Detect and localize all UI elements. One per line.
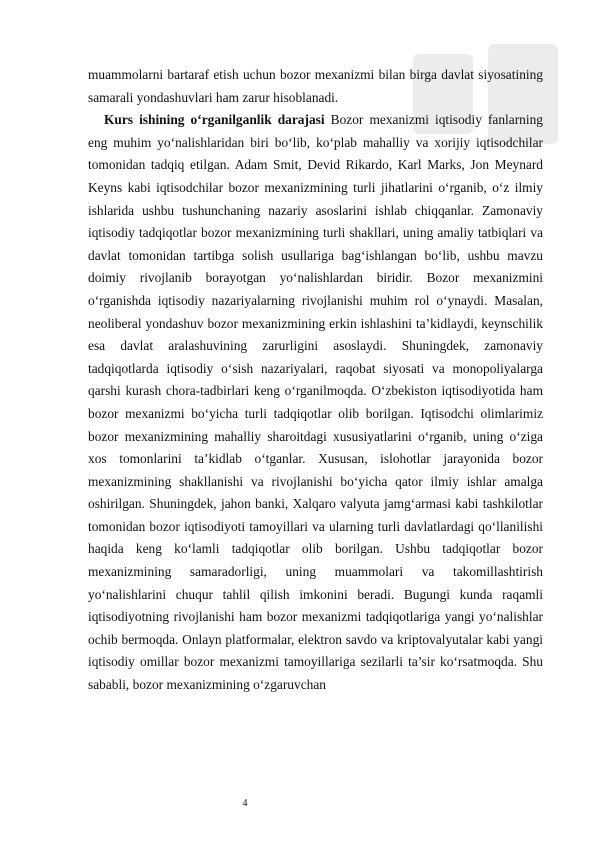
section-paragraph (88, 109, 543, 696)
section-heading: Kurs ishining o‘rganilganlik darajasi (104, 112, 325, 128)
page-number: 4 (242, 798, 248, 809)
paragraph-continuation: muammolarni bartaraf etish uchun bozor mexanizmi bilan birga davlat siyosatining samarali yondashuvlari ham zarur hisoblanadi. (88, 67, 543, 105)
body-text (88, 64, 543, 697)
section-body: Bozor mexanizmi iqtisodiy fanlarning eng muhim yo‘nalishlaridan biri bo‘lib, ko‘plab mahalliy va xorijiy iqtisodchilar tomonidan tadqiq etilgan. Adam Smit, Devid Rikardo, Karl Marks, Jon Meynard Keyns kabi iqtisodchilar bozor mexanizmining turli jihatlarini o‘rganib, o‘z ilmiy ishlarida ushbu tushunchaning nazariy asoslarini ishlab chiqqanlar. Zamonaviy iqtisodiy tadqiqotlar bozor mexanizmining turli shakllari, uning amaliy tatbiqlari va davlat tomonidan tartibga solish usullariga bag‘ishlangan bo‘lib, ushbu mavzu doimiy rivojlanib borayotgan yo‘nalishlardan biridir. Bozor mexanizmini o‘rganishda iqtisodiy nazariyalarning rivojlanishi muhim rol o‘ynaydi. Masalan, neoliberal yondashuv bozor mexanizmining erkin ishlashini ta’kidlaydi, keynschilik esa davlat aralashuvining zarurligini asoslaydi. Shuningdek, zamonaviy tadqiqotlarda iqtisodiy o‘sish nazariyalari, raqobat siyosati va monopoliyalarga qarshi kurash chora-tadbirlari keng o‘rganilmoqda. O‘zbekiston iqtisodiyotida ham bozor mexanizmi bo‘yicha turli tadqiqotlar olib borilgan. Iqtisodchi olimlarimiz bozor mexanizmining mahalliy sharoitdagi xususiyatlarini o‘rganib, uning o‘ziga xos tomonlarini ta’kidlab o‘tganlar. Xususan, islohotlar jarayonida bozor mexanizmining shakllanishi va rivojlanishi bo‘yicha qator ilmiy ishlar amalga oshirilgan. Shuningdek, jahon banki, Xalqaro valyuta jamg‘armasi kabi tashkilotlar tomonidan bozor iqtisodiyoti tamoyillari va ularning turli davlatlardagi qo‘llanilishi haqida keng ko‘lamli tadqiqotlar olib borilgan. Ushbu tadqiqotlar bozor mexanizmining samaradorligi, uning muammolari va takomillashtirish yo‘nalishlarini chuqur tahlil qilish imkonini beradi. Bugungi kunda raqamli iqtisodiyotning rivojlanishi ham bozor mexanizmi tadqiqotlariga yangi yo‘nalishlar ochib bermoqda. Onlayn platformalar, elektron savdo va kriptovalyutalar kabi yangi iqtisodiy omillar bozor mexanizmi tamoyillariga sezilarli ta’sir ko‘rsatmoqda. Shu sababli, bozor mexanizmining o‘zgaruvchan (88, 112, 543, 693)
